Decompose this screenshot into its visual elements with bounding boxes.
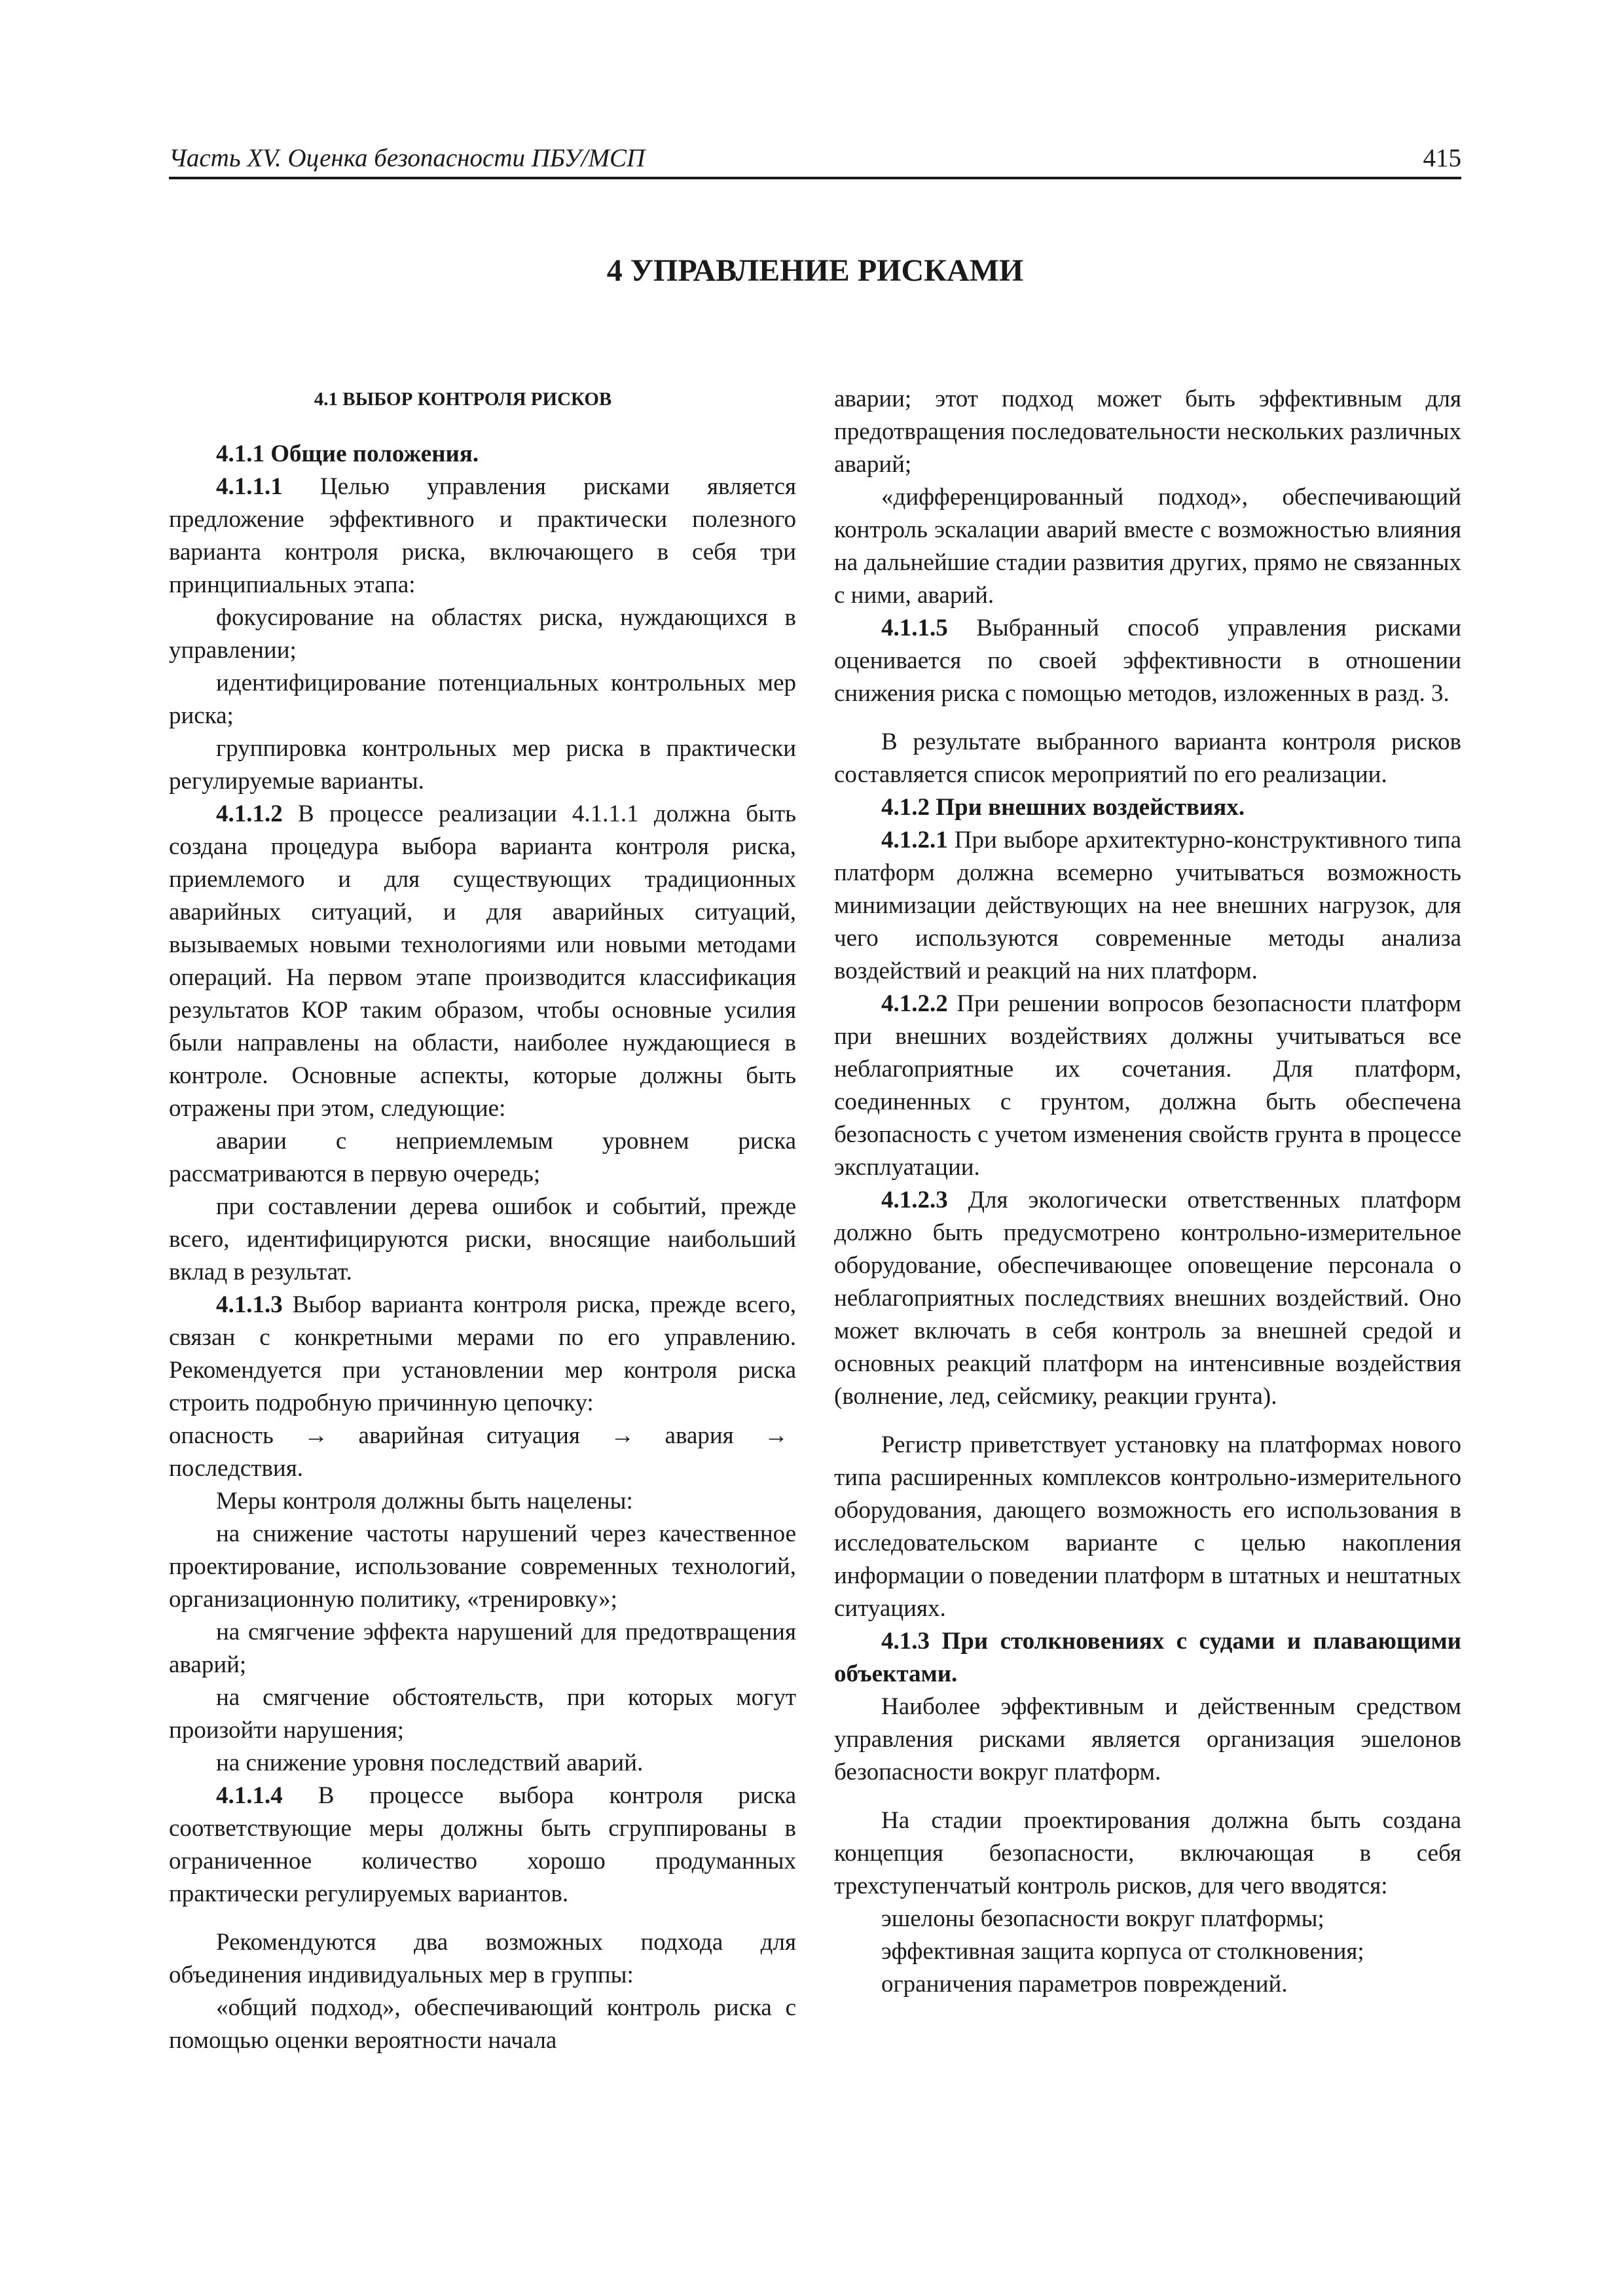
running-title: Часть XV. Оценка безопасности ПБУ/МСП xyxy=(169,144,646,172)
paragraph: Наиболее эффективным и действенным средством управления рисками является организация эшелонов безопасности вокруг платформ. xyxy=(834,1693,1461,1785)
list-item: при составлении дерева ошибок и событий, прежде всего, идентифицируются риски, вносящие наибольший вклад в результат. xyxy=(169,1193,796,1285)
paragraph: Регистр приветствует установку на платформах нового типа расширенных комплексов контрольно-измерительного оборудования, дающего возможность его использования в исследовательском варианте с целью накопления информации о поведении платформ в штатных и нештатных ситуациях. xyxy=(834,1431,1461,1622)
arrow-icon: → xyxy=(610,1422,635,1449)
list-item: ограничения параметров повреждений. xyxy=(881,1971,1288,1998)
subsection-heading xyxy=(834,1625,1461,1691)
clause-number: 4.1.2.2 xyxy=(881,990,948,1017)
list-item: «дифференцированный подход», обеспечивающий контроль эскалации аварий вместе с возможностью влияния на дальнейшие стадии развития других, прямо не связанных с ними, аварий. xyxy=(834,484,1461,609)
paragraph xyxy=(169,471,796,601)
list-item: фокусирование на областях риска, нуждающихся в управлении; xyxy=(169,604,796,664)
left-column xyxy=(169,383,796,2057)
subsection-heading xyxy=(169,438,796,471)
paragraph xyxy=(169,1289,796,1420)
paragraph-text: При выборе архитектурно-конструктивного типа платформ должна всемерно учитываться возможность минимизации действующих на нее внешних нагрузок, для чего используются современные методы анализа воздействий и реакций на них платформ. xyxy=(834,827,1461,984)
list-item: на смягчение эффекта нарушений для предотвращения аварий; xyxy=(169,1619,796,1678)
subsection-heading-text: 4.1.2 При внешних воздействиях. xyxy=(881,794,1245,821)
chain-step: опасность xyxy=(169,1422,274,1449)
subsection-heading xyxy=(834,791,1461,824)
list-item: группировка контрольных мер риска в практически регулируемые варианты. xyxy=(169,735,796,795)
list-item: эффективная защита корпуса от столкновения; xyxy=(881,1938,1364,1965)
paragraph-text: В процессе реализации 4.1.1.1 должна быть создана процедура выбора варианта контроля риска, приемлемого и для существующих традиционных аварийных ситуаций, и для аварийных ситуаций, вызываемых новыми технологиями или новыми методами операций. На первом этапе производится классификация результатов КОР таким образом, чтобы основные усилия были направлены на области, наиболее нуждающиеся в контроле. Основные аспекты, которые должны быть отражены при этом, следующие: xyxy=(169,800,796,1122)
subsection-heading-text: 4.1.3 При столкновениях с судами и плавающими объектами. xyxy=(834,1628,1461,1687)
chain-step: последствия. xyxy=(169,1455,303,1482)
page-header xyxy=(169,143,1461,179)
paragraph xyxy=(834,824,1461,988)
causal-chain xyxy=(169,1420,796,1452)
paragraph xyxy=(834,988,1461,1184)
clause-number: 4.1.1.4 xyxy=(216,1782,283,1809)
paragraph-text: Выбранный способ управления рисками оценивается по своей эффективности в отношении снижения риска с помощью методов, изложенных в разд. 3. xyxy=(834,615,1461,707)
list-item: на снижение уровня последствий аварий. xyxy=(216,1749,644,1776)
paragraph: На стадии проектирования должна быть создана концепция безопасности, включающая в себя трехступенчатый контроль рисков, для чего вводятся: xyxy=(834,1807,1461,1899)
paragraph-text: Целью управления рисками является предложение эффективного и практически полезного варианта контроля риска, включающего в себя три принципиальных этапа: xyxy=(169,473,797,598)
section-title: 4.1 ВЫБОР КОНТРОЛЯ РИСКОВ xyxy=(314,389,612,410)
list-item: эшелоны безопасности вокруг платформы; xyxy=(881,1905,1324,1932)
list-item: на смягчение обстоятельств, при которых могут произойти нарушения; xyxy=(169,1684,796,1744)
paragraph-text: Выбор варианта контроля риска, прежде всего, связан с конкретными мерами по его управлению. Рекомендуется при установлении мер контроля риска строить подробную причинную цепочку: xyxy=(169,1291,797,1416)
paragraph: Меры контроля должны быть нацелены: xyxy=(216,1488,633,1515)
paragraph-text: Для экологически ответственных платформ должно быть предусмотрено контрольно-измерительное оборудование, обеспечивающее оповещение персонала о неблагоприятных последствиях внешних воздействий. Оно может включать в себя контроль за внешней средой и основных реакций платформ на интенсивные воздействия (волнение, лед, сейсмику, реакции грунта). xyxy=(834,1187,1461,1410)
list-item: аварии с неприемлемым уровнем риска рассматриваются в первую очередь; xyxy=(169,1128,796,1187)
arrow-icon: → xyxy=(304,1422,329,1449)
list-item: «общий подход», обеспечивающий контроль риска с помощью оценки вероятности начала xyxy=(169,1994,796,2054)
list-item: на снижение частоты нарушений через качественное проектирование, использование современных технологий, организационную политику, «тренировку»; xyxy=(169,1520,796,1613)
arrow-icon: → xyxy=(764,1422,789,1449)
clause-number: 4.1.1.1 xyxy=(216,473,283,500)
paragraph xyxy=(834,1184,1461,1413)
chain-step: авария xyxy=(665,1422,734,1449)
chapter-title: 4 УПРАВЛЕНИЕ РИСКАМИ xyxy=(606,253,1024,288)
clause-number: 4.1.1.2 xyxy=(216,800,283,827)
subsection-heading-text: 4.1.1 Общие положения. xyxy=(216,440,479,467)
paragraph-text: В процессе выбора контроля риска соответствующие меры должны быть сгруппированы в ограниченное количество хорошо продуманных практически регулируемых вариантов. xyxy=(169,1782,796,1907)
clause-number: 4.1.1.3 xyxy=(216,1291,283,1318)
paragraph: Рекомендуются два возможных подхода для объединения индивидуальных мер в группы: xyxy=(169,1929,796,1988)
list-item: идентифицирование потенциальных контрольных мер риска; xyxy=(169,670,796,729)
paragraph: В результате выбранного варианта контроля рисков составляется список мероприятий по его реализации. xyxy=(834,728,1461,788)
page-number: 415 xyxy=(1423,144,1461,172)
paragraph xyxy=(169,798,796,1125)
clause-number: 4.1.1.5 xyxy=(881,615,948,641)
chain-step: аварийная ситуация xyxy=(358,1422,580,1449)
clause-number: 4.1.2.1 xyxy=(881,827,948,853)
right-column xyxy=(834,383,1461,2001)
paragraph: аварии; этот подход может быть эффективным для предотвращения последовательности нескольких различных аварий; xyxy=(834,386,1461,478)
paragraph-text: При решении вопросов безопасности платформ при внешних воздействиях должны учитываться все неблагоприятные их сочетания. Для платформ, соединенных с грунтом, должна быть обеспечена безопасность с учетом изменения свойств грунта в процессе эксплуатации. xyxy=(834,990,1461,1181)
clause-number: 4.1.2.3 xyxy=(881,1187,948,1213)
paragraph xyxy=(169,1780,796,1910)
paragraph xyxy=(834,612,1461,710)
